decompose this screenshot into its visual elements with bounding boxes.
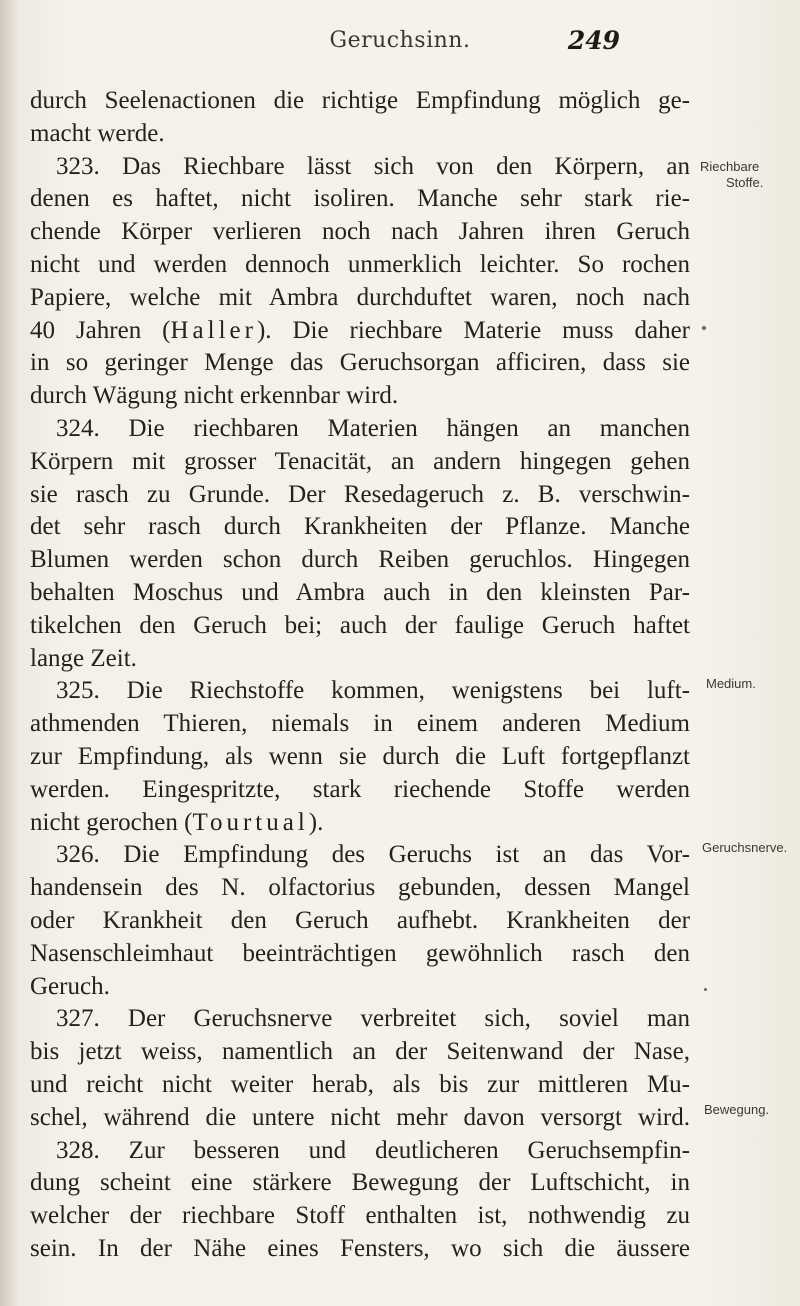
page-edge-shadow: [0, 0, 18, 1306]
text-line: durch Wägung nicht erkennbar wird.: [30, 382, 399, 410]
text-line: zur Empfindung, als wenn sie durch die Luft fortgepflanzt: [30, 742, 690, 770]
text-line: nicht und werden dennoch unmerklich leichter. So rochen: [30, 250, 690, 278]
margin-note-riechbare: [700, 159, 763, 191]
text-line: 40 Jahren (Haller). Die riechbare Materie muss daher: [30, 316, 691, 344]
text-line: dung scheint eine stärkere Bewegung der Luftschicht, in: [30, 1169, 690, 1197]
margin-note-medium: Medium.: [706, 676, 756, 691]
print-speck: [702, 326, 706, 330]
text-line: 325. Die Riechstoffe kommen, wenigstens bei luft-: [56, 677, 690, 705]
print-speck: [704, 988, 707, 991]
text-line: 323. Das Riechbare lässt sich von den Körpern, an: [56, 152, 690, 180]
author-name: Haller: [170, 316, 257, 344]
text-line: tikelchen den Geruch bei; auch der faulige Geruch haftet: [30, 611, 690, 639]
text-line: oder Krankheit den Geruch aufhebt. Krankheiten der: [30, 906, 690, 934]
margin-note-bewegung: Bewegung.: [704, 1102, 770, 1117]
text-line: sein. In der Nähe eines Fensters, wo sich die äussere: [30, 1234, 690, 1262]
running-title: Geruchsinn.: [329, 28, 471, 53]
text-line: schel, während die untere nicht mehr davon versorgt wird.: [30, 1103, 690, 1131]
text-line: chende Körper verlieren noch nach Jahren ihren Geruch: [30, 218, 690, 246]
text-line: und reicht nicht weiter herab, als bis zur mittleren Mu-: [30, 1070, 690, 1098]
margin-note-stoffe-line2: Stoffe.: [726, 175, 764, 190]
text-line: Geruch.: [30, 972, 110, 1000]
text-line: durch Seelenactionen die richtige Empfindung möglich ge-: [30, 87, 690, 114]
text-line: handensein des N. olfactorius gebunden, dessen Mangel: [30, 874, 690, 902]
text-line: werden. Eingespritzte, stark riechende Stoffe werden: [30, 775, 690, 803]
text-line: sie rasch zu Grunde. Der Resedageruch z. B. verschwin-: [30, 480, 690, 508]
text-line: behalten Moschus und Ambra auch in den kleinsten Par-: [30, 578, 690, 606]
margin-note-riechbare-line1: Riechbare: [700, 159, 760, 174]
text-line: denen es haftet, nicht isoliren. Manche sehr stark rie-: [30, 185, 690, 213]
text-line: Nasenschleimhaut beeinträchtigen gewöhnlich rasch den: [30, 939, 690, 967]
text-line: 326. Die Empfindung des Geruchs ist an das Vor-: [56, 841, 690, 869]
text-line: 324. Die riechbaren Materien hängen an manchen: [56, 414, 690, 442]
text-line: 327. Der Geruchsnerve verbreitet sich, soviel man: [56, 1005, 690, 1033]
text-line: 328. Zur besseren und deutlicheren Geruchsempfin-: [56, 1136, 690, 1164]
page-number: 249: [567, 26, 620, 55]
text-line: nicht gerochen (Tourtual).: [30, 808, 324, 836]
body-text: [30, 85, 690, 1285]
text-line: lange Zeit.: [30, 644, 137, 672]
author-name: Tourtual: [192, 808, 309, 836]
text-line: macht werde.: [30, 119, 165, 147]
text-line: bis jetzt weiss, namentlich an der Seitenwand der Nase,: [30, 1038, 690, 1066]
text-line: in so geringer Menge das Geruchsorgan afficiren, dass sie: [30, 349, 690, 377]
page-header: [0, 28, 800, 68]
text-line: Papiere, welche mit Ambra durchduftet waren, noch nach: [30, 283, 690, 311]
margin-note-geruchsnerve: Geruchsnerve.: [702, 840, 788, 855]
text-line: det sehr rasch durch Krankheiten der Pflanze. Manche: [30, 513, 690, 541]
text-line: Körpern mit grosser Tenacität, an andern hingegen gehen: [30, 447, 690, 475]
text-line: welcher der riechbare Stoff enthalten ist, nothwendig zu: [30, 1202, 690, 1230]
text-line: athmenden Thieren, niemals in einem anderen Medium: [30, 710, 690, 738]
text-line: Blumen werden schon durch Reiben geruchlos. Hingegen: [30, 546, 690, 574]
